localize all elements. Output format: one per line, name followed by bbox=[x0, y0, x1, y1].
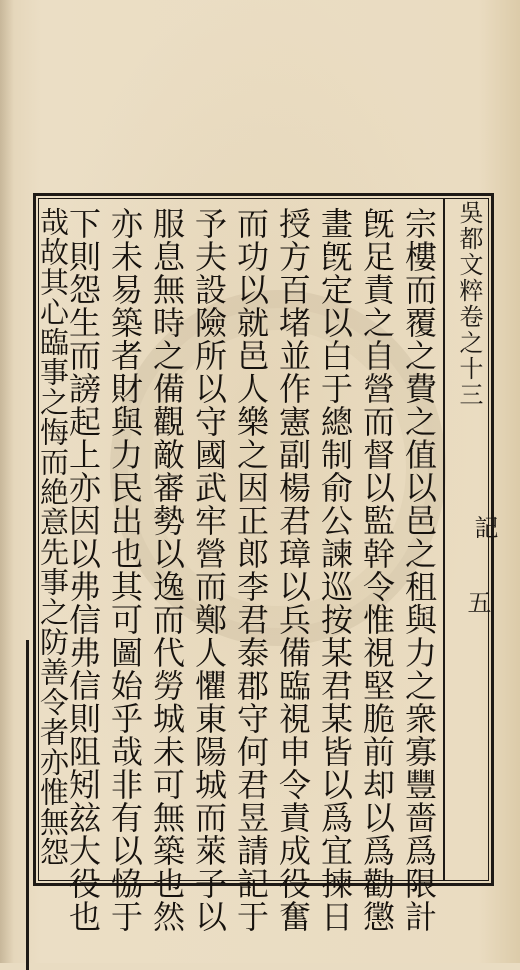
text-column-3: 畫旣定以白于總制俞公諫巡按某君某皆以爲宜揀日 bbox=[316, 207, 354, 933]
text-column-9: 下則怨生而謗起上亦因以弗信弗信則阻矧玆大役也 bbox=[64, 207, 102, 933]
page-edge-shadow bbox=[0, 0, 14, 963]
text-column-7: 服息無時之備觀敵審勢以逸而代勞城未可無築也然 bbox=[148, 207, 186, 933]
text-column-1: 宗樓而覆之費之值以邑之租與力之衆寡豐嗇爲限計 bbox=[400, 207, 438, 933]
left-margin-rule bbox=[26, 640, 29, 970]
banxin-title: 吳都文粹卷之十三 bbox=[455, 200, 483, 408]
text-column-2: 旣足責之自營而督以監幹令惟視堅脆前却以爲勸懲 bbox=[358, 207, 396, 933]
text-column-5: 而功以就邑人樂之因正郎李君泰郡守何君昱請記于 bbox=[232, 207, 270, 933]
page-number: 五 bbox=[463, 590, 491, 614]
chapter-mark: 記 bbox=[470, 515, 498, 539]
text-column-6: 予夫設險所以守國武牢營而鄭人懼東陽城而萊子以 bbox=[190, 207, 228, 933]
text-column-10: 哉故其心臨事之悔而絶意先事之防善令者亦惟無怨 bbox=[36, 207, 70, 867]
text-column-4: 授方百堵並作憲副楊君璋以兵備臨視申令責成役奮 bbox=[274, 207, 312, 933]
text-column-8: 亦未易築者財與力民出也其可圖始乎哉非有以恊于 bbox=[106, 207, 144, 933]
